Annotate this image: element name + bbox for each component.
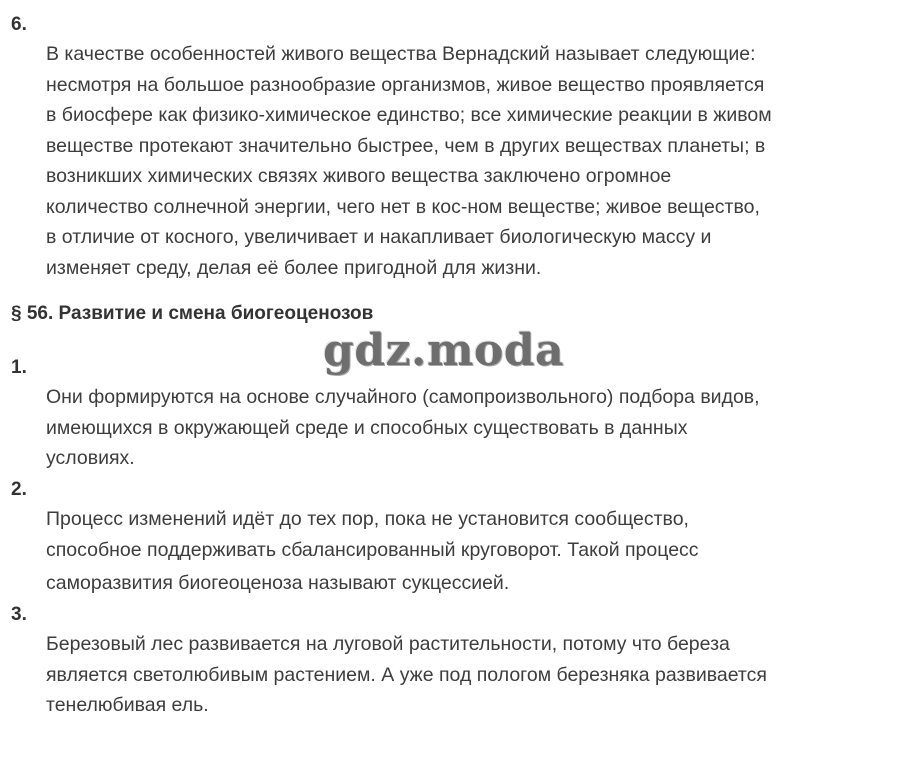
text-line: тенелюбивая ель. bbox=[46, 694, 209, 716]
item-number-6: 6. bbox=[11, 14, 27, 35]
text-line: Они формируются на основе случайного (самопроизвольного) подбора видов, bbox=[46, 386, 760, 408]
watermark-logo: gdz.moda bbox=[323, 325, 565, 376]
text-line: изменяет среду, делая её более пригодной для жизни. bbox=[46, 256, 542, 279]
item-number-3: 3. bbox=[11, 604, 27, 625]
text-line: способное поддерживать сбалансированный круговорот. Такой процесс bbox=[46, 538, 699, 561]
text-line: количество солнечной энергии, чего нет в кос-ном веществе; живое вещество, bbox=[46, 195, 760, 218]
text-line: в отличие от косного, увеличивает и накапливает биологическую массу и bbox=[46, 226, 712, 248]
item-6-text bbox=[46, 39, 772, 283]
text-line: условиях. bbox=[46, 447, 135, 469]
text-line: является светолюбивым растением. А уже под пологом березняка развивается bbox=[46, 663, 767, 686]
text-line: в биосфере как физико-химическое единство; все химические реакции в живом bbox=[46, 104, 772, 126]
text-line: Березовый лес развивается на луговой растительности, потому что береза bbox=[46, 633, 730, 655]
text-line: В качестве особенностей живого вещества Вернадский называет следующие: bbox=[46, 43, 756, 65]
text-line: веществе протекают значительно быстрее, чем в других веществах планеты; в bbox=[46, 134, 766, 157]
answer-3-text bbox=[46, 629, 767, 721]
item-number-2: 2. bbox=[11, 479, 27, 500]
item-number-1: 1. bbox=[11, 357, 27, 378]
text-line: имеющихся в окружающей среде и способных существовать в данных bbox=[46, 416, 688, 439]
text-line: возникших химических связях живого вещества заключено огромное bbox=[46, 165, 672, 187]
text-line: саморазвития биогеоценоза называют сукцессией. bbox=[46, 572, 510, 594]
answer-2-text bbox=[46, 504, 699, 599]
answer-1-text bbox=[46, 382, 760, 474]
text-line: несмотря на большое разнообразие организмов, живое вещество проявляется bbox=[46, 73, 765, 96]
section-heading: § 56. Развитие и смена биогеоценозов bbox=[11, 303, 374, 324]
text-line: Процесс изменений идёт до тех пор, пока не установится сообщество, bbox=[46, 508, 689, 530]
